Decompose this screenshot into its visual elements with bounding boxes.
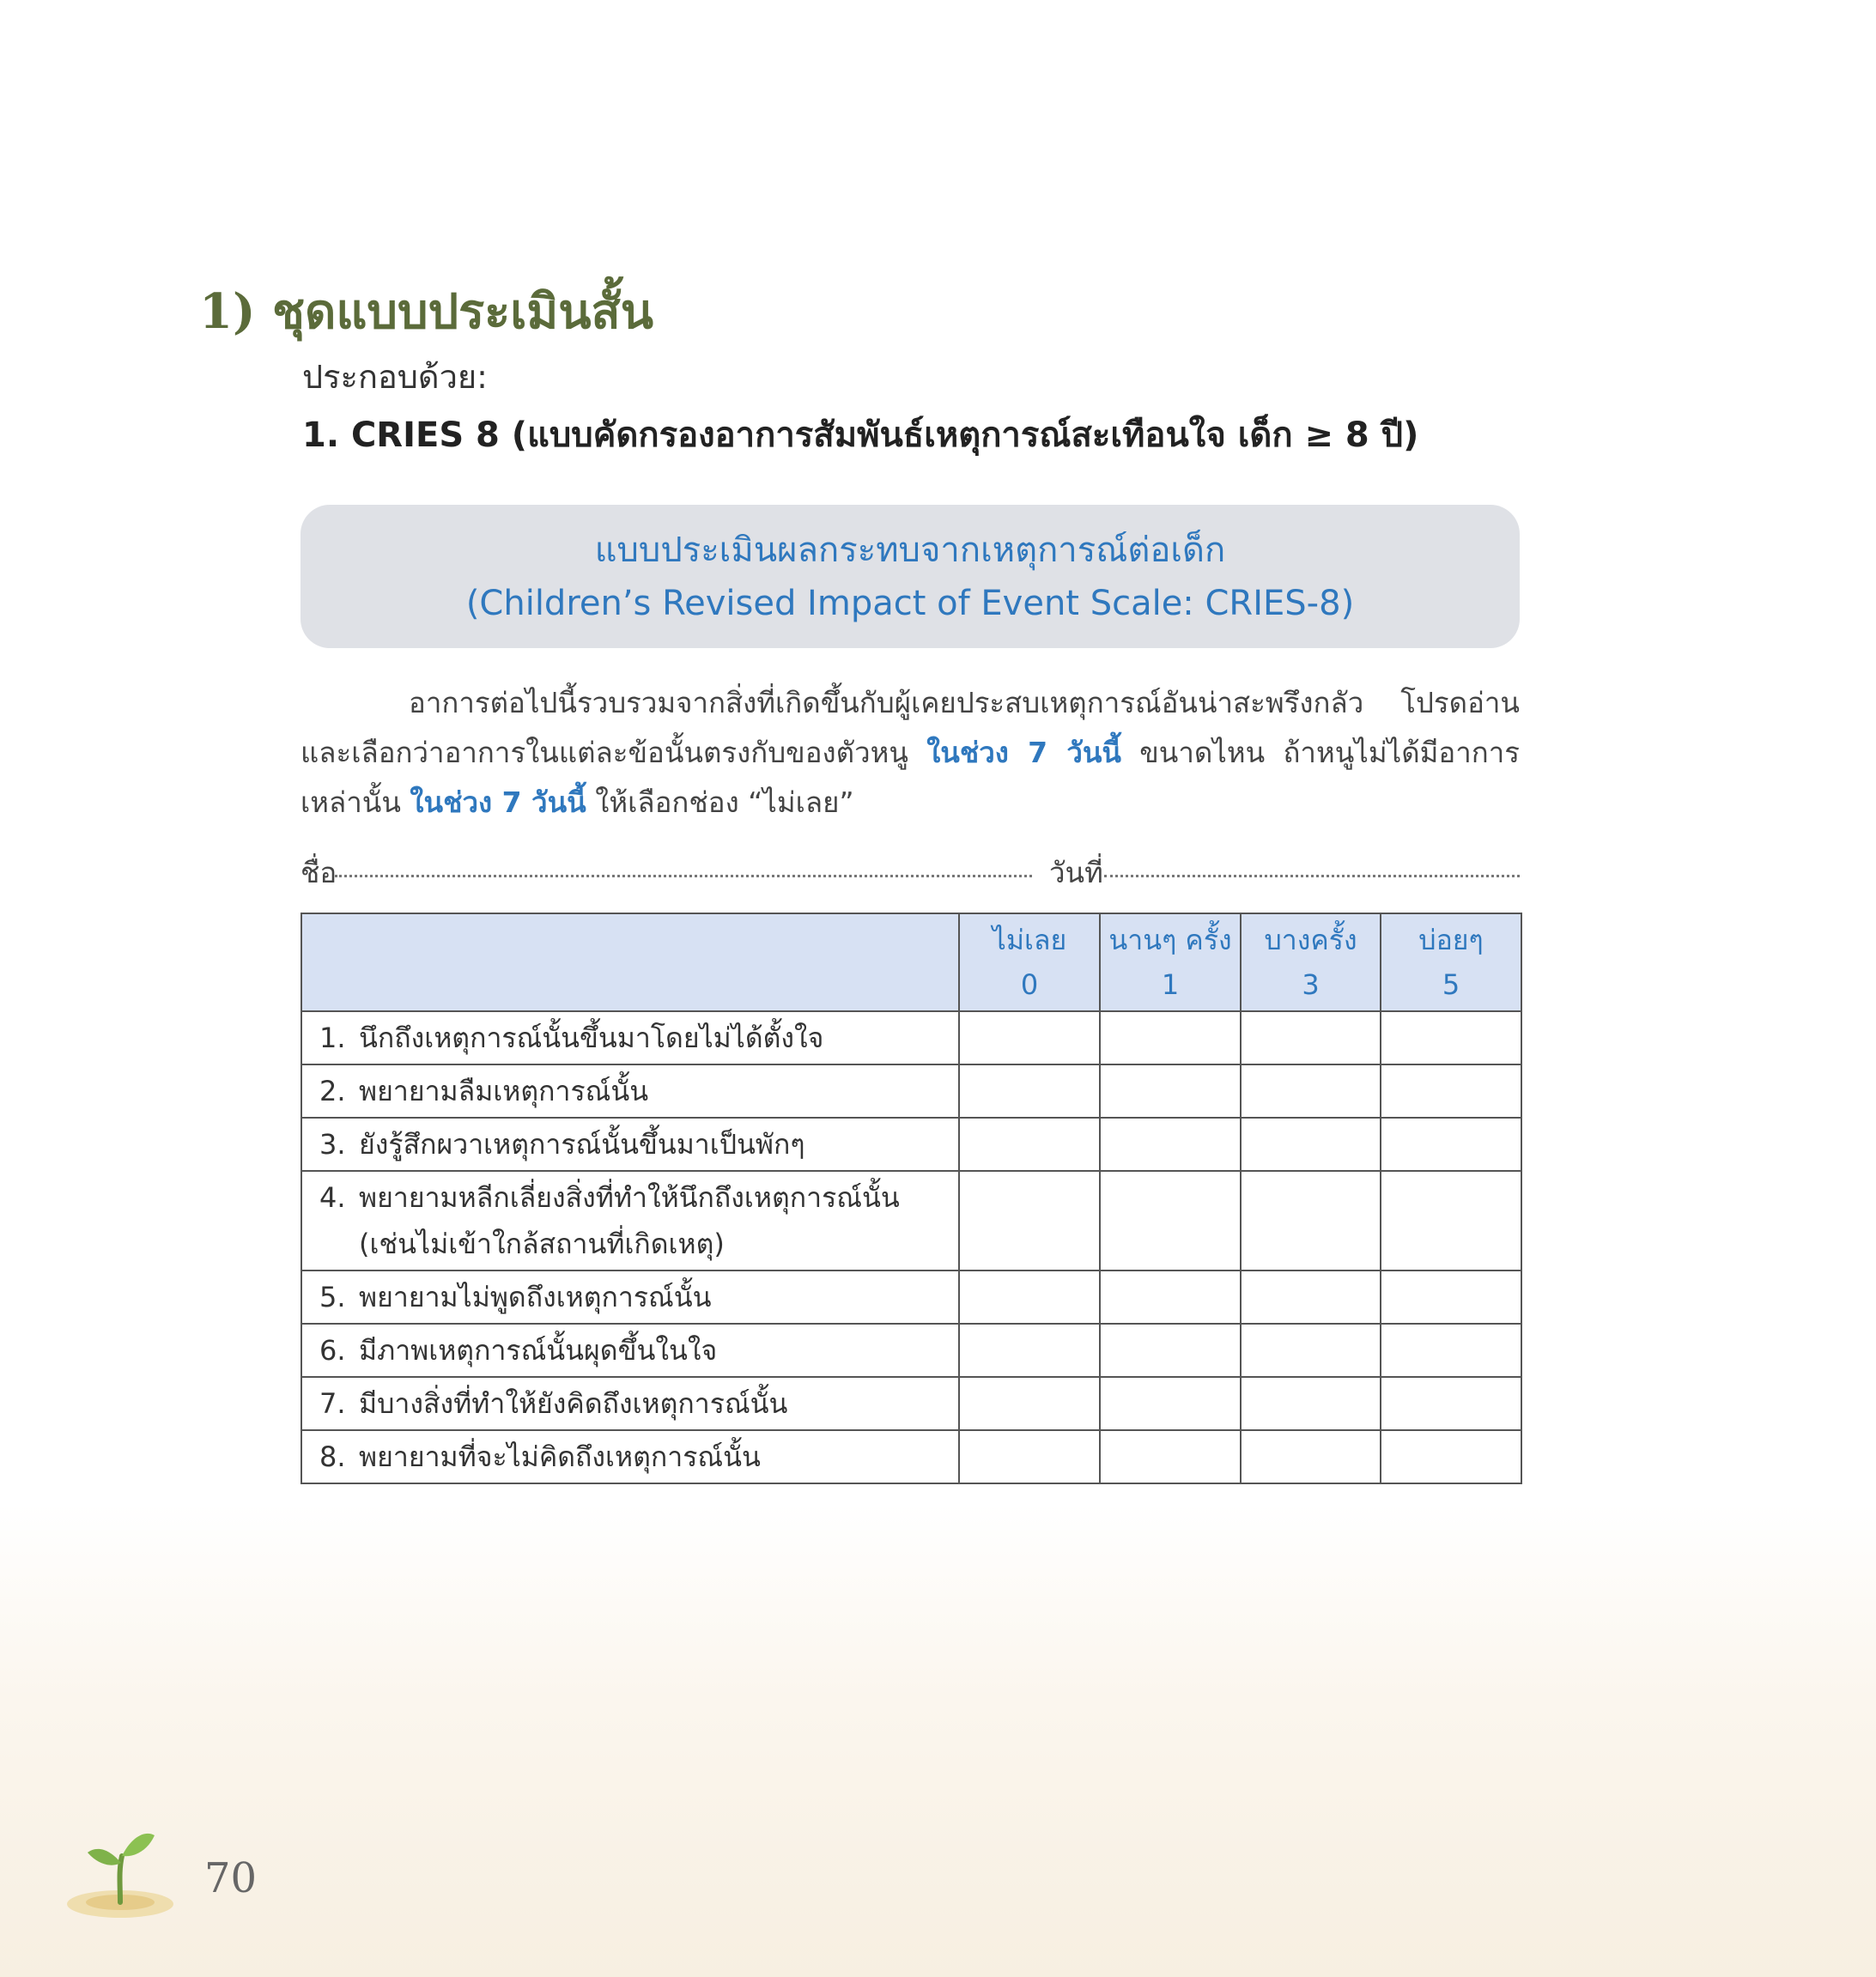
- col-score: 0: [1020, 968, 1039, 1001]
- table-header-row: [301, 913, 1521, 1011]
- col-score: 1: [1161, 968, 1180, 1001]
- item-text-cell: [301, 1011, 959, 1064]
- header-col-never: [959, 913, 1100, 1011]
- answer-cell[interactable]: [1381, 1377, 1521, 1430]
- answer-cell[interactable]: [1241, 1064, 1381, 1118]
- instructions-part-2: ขนาดไหน ถ้าหนูไม่ได้มีอาการเหล่านั้น: [301, 736, 1520, 819]
- answer-cell[interactable]: [1241, 1118, 1381, 1171]
- intro-text: ประกอบด้วย:: [302, 358, 488, 396]
- item-text: พยายามไม่พูดถึงเหตุการณ์นั้น: [359, 1281, 712, 1313]
- instructions-part-1: อาการต่อไปนี้รวบรวมจากสิ่งที่เกิดขึ้นกับผู้เคยประสบเหตุการณ์อันน่าสะพรึงกลัว โปรดอ่านและเลือกว่าอาการในแต่ละข้อนั้นตรงกับของตัวหนู: [301, 686, 1520, 769]
- table-row: [301, 1118, 1521, 1171]
- section-subheading: 1. CRIES 8 (แบบคัดกรองอาการสัมพันธ์เหตุการณ์สะเทือนใจ เด็ก ≥ 8 ปี): [302, 415, 1419, 455]
- page-number: 70: [204, 1854, 258, 1902]
- instructions-highlight-1: ในช่วง 7 วันนี้: [926, 736, 1121, 769]
- name-label: ชื่อ: [301, 850, 337, 895]
- name-date-line: [301, 850, 1520, 889]
- answer-cell[interactable]: [1241, 1324, 1381, 1377]
- item-number: 5.: [319, 1281, 346, 1313]
- answer-cell[interactable]: [1100, 1171, 1241, 1270]
- col-label: บางครั้ง: [1264, 924, 1357, 956]
- header-col-rarely: [1100, 913, 1241, 1011]
- header-item-cell: [301, 913, 959, 1011]
- item-number: 3.: [319, 1128, 346, 1161]
- item-text-cell: [301, 1171, 959, 1270]
- answer-cell[interactable]: [1381, 1324, 1521, 1377]
- item-text-cell: [301, 1377, 959, 1430]
- table-row: [301, 1270, 1521, 1324]
- table-row: [301, 1324, 1521, 1377]
- answer-cell[interactable]: [959, 1011, 1100, 1064]
- answer-cell[interactable]: [959, 1377, 1100, 1430]
- header-col-often: [1381, 913, 1521, 1011]
- answer-cell[interactable]: [1100, 1118, 1241, 1171]
- answer-cell[interactable]: [1100, 1377, 1241, 1430]
- item-text: มีภาพเหตุการณ์นั้นผุดขึ้นในใจ: [359, 1334, 718, 1367]
- answer-cell[interactable]: [1100, 1064, 1241, 1118]
- item-text: พยายามหลีกเลี่ยงสิ่งที่ทำให้นึกถึงเหตุการณ์นั้น: [359, 1181, 900, 1214]
- name-fill-line[interactable]: [335, 875, 1032, 877]
- col-label: นานๆ ครั้ง: [1108, 924, 1232, 956]
- item-text: พยายามที่จะไม่คิดถึงเหตุการณ์นั้น: [359, 1440, 761, 1473]
- date-fill-line[interactable]: [1104, 875, 1520, 877]
- page-heading: 1) ชุดแบบประเมินสั้น: [199, 283, 654, 340]
- answer-cell[interactable]: [1100, 1011, 1241, 1064]
- answer-cell[interactable]: [1241, 1171, 1381, 1270]
- answer-cell[interactable]: [1241, 1270, 1381, 1324]
- item-text: มีบางสิ่งที่ทำให้ยังคิดถึงเหตุการณ์นั้น: [359, 1387, 788, 1420]
- table-row: [301, 1430, 1521, 1483]
- scale-title-english: (Children’s Revised Impact of Event Scale: CRIES-8): [465, 583, 1355, 623]
- col-label: บ่อยๆ: [1418, 924, 1484, 956]
- item-number: 7.: [319, 1387, 346, 1420]
- answer-cell[interactable]: [1381, 1171, 1521, 1270]
- table-row: [301, 1011, 1521, 1064]
- col-score: 3: [1302, 968, 1320, 1001]
- answer-cell[interactable]: [1381, 1430, 1521, 1483]
- answer-cell[interactable]: [1241, 1377, 1381, 1430]
- instructions-highlight-2: ในช่วง 7 วันนี้: [410, 785, 586, 819]
- answer-cell[interactable]: [1241, 1011, 1381, 1064]
- item-text-continuation: (เช่นไม่เข้าใกล้สถานที่เกิดเหตุ): [359, 1228, 725, 1260]
- item-number: 1.: [319, 1022, 346, 1054]
- instructions-part-3: ให้เลือกช่อง “ไม่เลย”: [586, 785, 854, 819]
- item-text: นึกถึงเหตุการณ์นั้นขึ้นมาโดยไม่ได้ตั้งใจ: [359, 1022, 824, 1054]
- date-label: วันที่: [1049, 850, 1103, 895]
- scale-title-banner: [301, 505, 1520, 648]
- item-text-cell: [301, 1324, 959, 1377]
- item-text: ยังรู้สึกผวาเหตุการณ์นั้นขึ้นมาเป็นพักๆ: [359, 1128, 805, 1161]
- instructions-paragraph: [301, 678, 1520, 828]
- answer-cell[interactable]: [1100, 1430, 1241, 1483]
- col-score: 5: [1442, 968, 1460, 1001]
- item-text: พยายามลืมเหตุการณ์นั้น: [359, 1075, 649, 1107]
- table-row: [301, 1064, 1521, 1118]
- answer-cell[interactable]: [1100, 1324, 1241, 1377]
- answer-cell[interactable]: [959, 1430, 1100, 1483]
- item-number: 6.: [319, 1334, 346, 1367]
- item-number: 2.: [319, 1075, 346, 1107]
- answer-cell[interactable]: [959, 1171, 1100, 1270]
- item-text-cell: [301, 1064, 959, 1118]
- answer-cell[interactable]: [959, 1118, 1100, 1171]
- sprout-icon: [60, 1811, 180, 1923]
- answer-cell[interactable]: [1100, 1270, 1241, 1324]
- item-number: 8.: [319, 1440, 346, 1473]
- answer-cell[interactable]: [959, 1324, 1100, 1377]
- item-text-cell: [301, 1430, 959, 1483]
- answer-cell[interactable]: [1241, 1430, 1381, 1483]
- answer-cell[interactable]: [1381, 1064, 1521, 1118]
- answer-cell[interactable]: [1381, 1011, 1521, 1064]
- answer-cell[interactable]: [959, 1270, 1100, 1324]
- col-label: ไม่เลย: [992, 924, 1067, 956]
- answer-cell[interactable]: [959, 1064, 1100, 1118]
- answer-cell[interactable]: [1381, 1118, 1521, 1171]
- item-text-cell: [301, 1270, 959, 1324]
- table-row: [301, 1377, 1521, 1430]
- scale-title-thai: แบบประเมินผลกระทบจากเหตุการณ์ต่อเด็ก: [594, 530, 1226, 570]
- header-col-sometimes: [1241, 913, 1381, 1011]
- item-text-cell: [301, 1118, 959, 1171]
- item-number: 4.: [319, 1181, 346, 1214]
- answer-cell[interactable]: [1381, 1270, 1521, 1324]
- table-row: [301, 1171, 1521, 1270]
- cries-table: [301, 913, 1522, 1484]
